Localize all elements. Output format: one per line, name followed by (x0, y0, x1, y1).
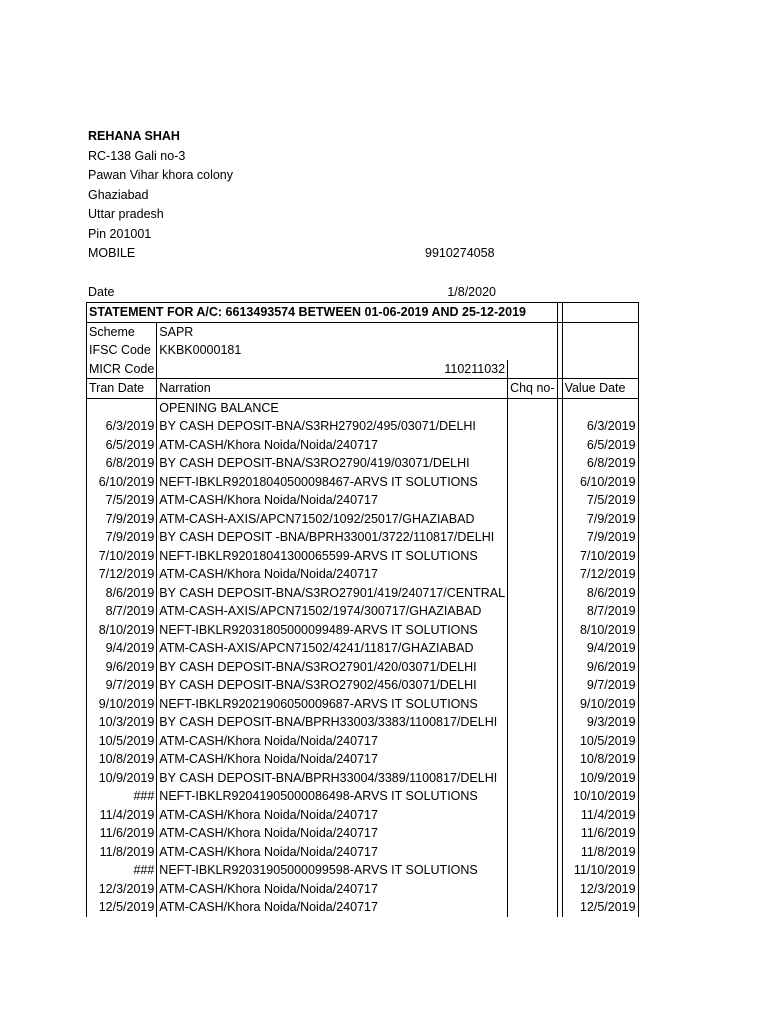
transaction-row (87, 824, 639, 843)
col-header-value-date: Value Date (562, 379, 638, 399)
narration-cell: NEFT-IBKLR92021906050009687-ARVS IT SOLUTIONS (157, 695, 508, 714)
transaction-row (87, 898, 639, 917)
value-date-cell: 10/8/2019 (562, 750, 638, 769)
transaction-row (87, 528, 639, 547)
value-date-cell: 11/6/2019 (562, 824, 638, 843)
date-label: Date (88, 285, 115, 299)
narration-cell: BY CASH DEPOSIT-BNA/BPRH33003/3383/1100817/DELHI (157, 713, 508, 732)
transaction-row (87, 602, 639, 621)
value-date-cell: 6/10/2019 (562, 473, 638, 492)
chq-no-cell (508, 547, 557, 566)
tran-date-cell: 9/10/2019 (87, 695, 157, 714)
transaction-row (87, 436, 639, 455)
chq-no-cell (508, 621, 557, 640)
narration-cell: ATM-CASH/Khora Noida/Noida/240717 (157, 843, 508, 862)
narration-cell: ATM-CASH/Khora Noida/Noida/240717 (157, 824, 508, 843)
transaction-row (87, 454, 639, 473)
transaction-row (87, 695, 639, 714)
tran-date-cell: 6/3/2019 (87, 417, 157, 436)
transaction-row (87, 639, 639, 658)
chq-no-cell (508, 565, 557, 584)
statement-title: STATEMENT FOR A/C: 6613493574 BETWEEN 01-06-2019 AND 25-12-2019 (87, 303, 558, 323)
ifsc-row (87, 341, 639, 360)
micr-row (87, 360, 639, 379)
chq-no-cell (508, 695, 557, 714)
col-header-chq-no: Chq no- (508, 379, 557, 399)
narration-cell: ATM-CASH/Khora Noida/Noida/240717 (157, 806, 508, 825)
narration-cell: BY CASH DEPOSIT-BNA/BPRH33004/3389/1100817/DELHI (157, 769, 508, 788)
tran-date-cell: 7/12/2019 (87, 565, 157, 584)
tran-date-cell: ### (87, 861, 157, 880)
tran-date-cell: 8/10/2019 (87, 621, 157, 640)
tran-date-cell: 7/9/2019 (87, 528, 157, 547)
chq-no-cell (508, 528, 557, 547)
narration-cell: ATM-CASH-AXIS/APCN71502/4241/11817/GHAZIABAD (157, 639, 508, 658)
value-date-cell: 10/9/2019 (562, 769, 638, 788)
value-date-cell: 11/8/2019 (562, 843, 638, 862)
transaction-row (87, 565, 639, 584)
scheme-label: Scheme (87, 322, 157, 341)
narration-cell: BY CASH DEPOSIT-BNA/S3RO27902/456/03071/DELHI (157, 676, 508, 695)
value-date-cell: 11/10/2019 (562, 861, 638, 880)
value-date-cell: 6/5/2019 (562, 436, 638, 455)
transaction-row (87, 713, 639, 732)
ifsc-label: IFSC Code (87, 341, 157, 360)
chq-no-cell (508, 584, 557, 603)
statement-table (86, 302, 639, 917)
value-date-cell: 9/10/2019 (562, 695, 638, 714)
value-date-cell: 10/10/2019 (562, 787, 638, 806)
narration-cell: ATM-CASH/Khora Noida/Noida/240717 (157, 880, 508, 899)
transaction-row (87, 787, 639, 806)
transaction-row (87, 417, 639, 436)
narration-cell: NEFT-IBKLR92031905000099598-ARVS IT SOLUTIONS (157, 861, 508, 880)
narration-cell: BY CASH DEPOSIT-BNA/S3RO27901/420/03071/DELHI (157, 658, 508, 677)
value-date-cell: 9/4/2019 (562, 639, 638, 658)
tran-date-cell: 10/8/2019 (87, 750, 157, 769)
chq-no-cell (508, 491, 557, 510)
mobile-label: MOBILE (88, 246, 136, 260)
value-date-cell: 10/5/2019 (562, 732, 638, 751)
transaction-row (87, 621, 639, 640)
value-date-cell: 7/10/2019 (562, 547, 638, 566)
chq-no-cell (508, 510, 557, 529)
transaction-row (87, 769, 639, 788)
narration-cell: ATM-CASH/Khora Noida/Noida/240717 (157, 750, 508, 769)
transaction-row (87, 732, 639, 751)
narration-cell: ATM-CASH/Khora Noida/Noida/240717 (157, 565, 508, 584)
transaction-row (87, 806, 639, 825)
chq-no-cell (508, 861, 557, 880)
transaction-row (87, 880, 639, 899)
mobile-row (88, 244, 508, 264)
chq-no-cell (508, 658, 557, 677)
address-line: Uttar pradesh (88, 207, 164, 221)
chq-no-cell (508, 454, 557, 473)
chq-no-cell (508, 787, 557, 806)
value-date-cell: 7/5/2019 (562, 491, 638, 510)
narration-cell: ATM-CASH/Khora Noida/Noida/240717 (157, 732, 508, 751)
tran-date-cell: 6/5/2019 (87, 436, 157, 455)
chq-no-cell (508, 843, 557, 862)
chq-no-cell (508, 880, 557, 899)
narration-cell: BY CASH DEPOSIT-BNA/S3RO2790/419/03071/DELHI (157, 454, 508, 473)
chq-no-cell (508, 806, 557, 825)
narration-cell: NEFT-IBKLR92018041300065599-ARVS IT SOLUTIONS (157, 547, 508, 566)
tran-date-cell: 12/3/2019 (87, 880, 157, 899)
customer-address-block (88, 127, 508, 264)
value-date-cell: 8/10/2019 (562, 621, 638, 640)
tran-date-cell: 8/6/2019 (87, 584, 157, 603)
tran-date-cell: 9/6/2019 (87, 658, 157, 677)
narration-cell: NEFT-IBKLR92018040500098467-ARVS IT SOLUTIONS (157, 473, 508, 492)
tran-date-cell: 10/9/2019 (87, 769, 157, 788)
value-date-cell: 8/7/2019 (562, 602, 638, 621)
narration-cell: ATM-CASH-AXIS/APCN71502/1092/25017/GHAZIABAD (157, 510, 508, 529)
address-line: Ghaziabad (88, 187, 149, 202)
transaction-row (87, 676, 639, 695)
chq-no-cell (508, 769, 557, 788)
tran-date-cell: 6/8/2019 (87, 454, 157, 473)
tran-date-cell: 11/8/2019 (87, 843, 157, 862)
micr-label: MICR Code (87, 360, 157, 379)
customer-name: REHANA SHAH (88, 129, 180, 143)
micr-value: 110211032 (157, 360, 508, 379)
narration-cell: BY CASH DEPOSIT -BNA/BPRH33001/3722/110817/DELHI (157, 528, 508, 547)
tran-date-cell: ### (87, 787, 157, 806)
chq-no-cell (508, 676, 557, 695)
chq-no-cell (508, 750, 557, 769)
transaction-row (87, 861, 639, 880)
opening-balance-label: OPENING BALANCE (157, 398, 508, 417)
ifsc-value: KKBK0000181 (157, 341, 557, 360)
date-value: 1/8/2020 (447, 285, 496, 299)
chq-no-cell (508, 602, 557, 621)
narration-cell: NEFT-IBKLR92031805000099489-ARVS IT SOLUTIONS (157, 621, 508, 640)
column-header-row (87, 379, 639, 399)
value-date-cell: 9/6/2019 (562, 658, 638, 677)
transaction-row (87, 473, 639, 492)
transaction-row (87, 491, 639, 510)
value-date-cell: 8/6/2019 (562, 584, 638, 603)
tran-date-cell: 7/5/2019 (87, 491, 157, 510)
tran-date-cell: 6/10/2019 (87, 473, 157, 492)
chq-no-cell (508, 417, 557, 436)
chq-no-cell (508, 824, 557, 843)
scheme-row (87, 322, 639, 341)
value-date-cell: 12/5/2019 (562, 898, 638, 917)
scheme-value: SAPR (157, 322, 557, 341)
mobile-number: 9910274058 (425, 246, 495, 260)
address-line: Pin 201001 (88, 226, 152, 241)
transaction-row (87, 843, 639, 862)
value-date-cell: 9/3/2019 (562, 713, 638, 732)
address-line: RC-138 Gali no-3 (88, 148, 186, 163)
value-date-cell: 9/7/2019 (562, 676, 638, 695)
narration-cell: ATM-CASH/Khora Noida/Noida/240717 (157, 898, 508, 917)
chq-no-cell (508, 436, 557, 455)
tran-date-cell: 8/7/2019 (87, 602, 157, 621)
tran-date-cell: 11/6/2019 (87, 824, 157, 843)
value-date-cell: 7/9/2019 (562, 528, 638, 547)
tran-date-cell: 7/9/2019 (87, 510, 157, 529)
transaction-row (87, 584, 639, 603)
transaction-row (87, 658, 639, 677)
col-header-narration: Narration (157, 379, 508, 399)
statement-date-row (88, 283, 496, 303)
value-date-cell: 7/12/2019 (562, 565, 638, 584)
opening-balance-row (87, 398, 639, 417)
narration-cell: BY CASH DEPOSIT-BNA/S3RO27901/419/240717/CENTRAL (157, 584, 508, 603)
statement-title-row (87, 303, 639, 323)
transaction-row (87, 510, 639, 529)
tran-date-cell: 9/4/2019 (87, 639, 157, 658)
chq-no-cell (508, 713, 557, 732)
value-date-cell: 12/3/2019 (562, 880, 638, 899)
tran-date-cell: 12/5/2019 (87, 898, 157, 917)
narration-cell: NEFT-IBKLR92041905000086498-ARVS IT SOLUTIONS (157, 787, 508, 806)
tran-date-cell: 9/7/2019 (87, 676, 157, 695)
value-date-cell: 6/3/2019 (562, 417, 638, 436)
narration-cell: ATM-CASH-AXIS/APCN71502/1974/300717/GHAZIABAD (157, 602, 508, 621)
tran-date-cell: 7/10/2019 (87, 547, 157, 566)
narration-cell: ATM-CASH/Khora Noida/Noida/240717 (157, 491, 508, 510)
chq-no-cell (508, 732, 557, 751)
tran-date-cell: 11/4/2019 (87, 806, 157, 825)
value-date-cell: 6/8/2019 (562, 454, 638, 473)
tran-date-cell: 10/3/2019 (87, 713, 157, 732)
transaction-row (87, 750, 639, 769)
col-header-tran-date: Tran Date (87, 379, 157, 399)
address-line: Pawan Vihar khora colony (88, 168, 233, 182)
narration-cell: ATM-CASH/Khora Noida/Noida/240717 (157, 436, 508, 455)
narration-cell: BY CASH DEPOSIT-BNA/S3RH27902/495/03071/DELHI (157, 417, 508, 436)
chq-no-cell (508, 898, 557, 917)
transaction-row (87, 547, 639, 566)
tran-date-cell: 10/5/2019 (87, 732, 157, 751)
value-date-cell: 7/9/2019 (562, 510, 638, 529)
chq-no-cell (508, 639, 557, 658)
chq-no-cell (508, 473, 557, 492)
value-date-cell: 11/4/2019 (562, 806, 638, 825)
